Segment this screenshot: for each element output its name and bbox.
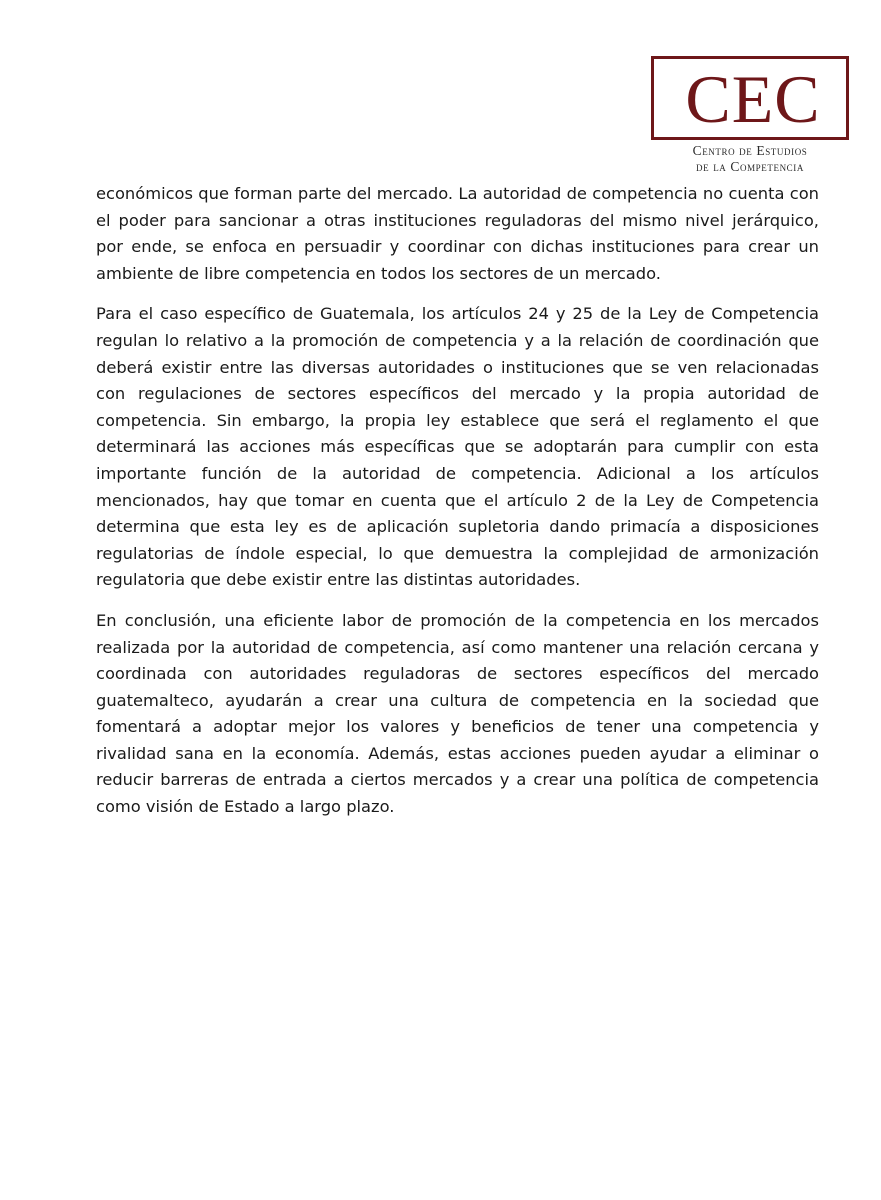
paragraph-2: Para el caso específico de Guatemala, los artículos 24 y 25 de la Ley de Competencia regulan lo relativo a la promoción de competencia y a la relación de coordinación que deberá existir entre las diversas autoridades o instituciones que se ven relacionadas con regulaciones de sectores específicos del mercado y la propia autoridad de competencia. Sin embargo, la propia ley establece que será el reglamento el que determinará las acciones más específicas que se adoptarán para cumplir con esta importante función de la autoridad de competencia. Adicional a los artículos mencionados, hay que tomar en cuenta que el artículo 2 de la Ley de Competencia determina que esta ley es de aplicación supletoria dando primacía a disposiciones regulatorias de índole especial, lo que demuestra la complejidad de armonización regulatoria que debe existir entre las distintas autoridades. [96,304,819,590]
logo-wordmark: CEC [685,61,821,137]
logo-subtitle-line2: de la Competencia [696,159,804,174]
document-body [96,181,819,835]
paragraph-1: económicos que forman parte del mercado. La autoridad de competencia no cuenta con el poder para sancionar a otras instituciones reguladoras del mismo nivel jerárquico, por ende, se enfoca en persuadir y coordinar con dichas instituciones para crear un ambiente de libre competencia en todos los sectores de un mercado. [96,184,819,283]
paragraph-3: En conclusión, una eficiente labor de promoción de la competencia en los mercados realizada por la autoridad de competencia, así como mantener una relación cercana y coordinada con autoridades reguladoras de sectores específicos del mercado guatemalteco, ayudarán a crear una cultura de competencia en la sociedad que fomentará a adoptar mejor los valores y beneficios de tener una competencia y rivalidad sana en la economía. Además, estas acciones pueden ayudar a eliminar o reducir barreras de entrada a ciertos mercados y a crear una política de competencia como visión de Estado a largo plazo. [96,610,819,817]
logo-frame [651,56,849,140]
logo-subtitle-line1: Centro de Estudios [692,143,808,158]
cec-logo [651,56,849,176]
